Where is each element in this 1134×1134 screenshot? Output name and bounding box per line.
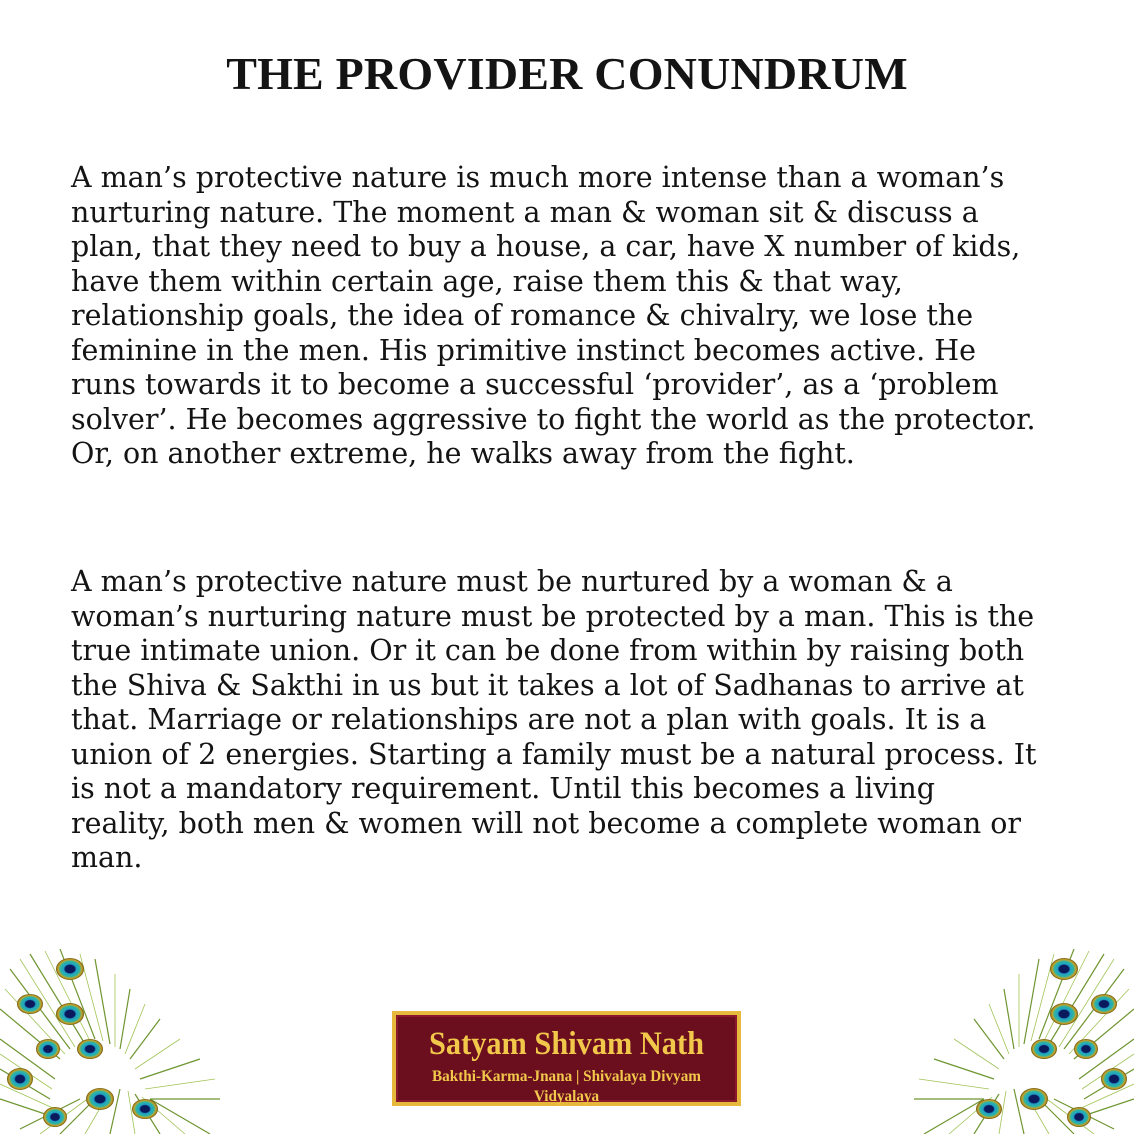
paragraph-line: true intimate union. Or it can be done from within by raising both [71, 634, 1025, 667]
paragraph-1 [71, 161, 1071, 472]
paragraph-line: union of 2 energies. Starting a family must be a natural process. It [71, 737, 1037, 771]
page-title: THE PROVIDER CONUNDRUM [226, 48, 908, 99]
paragraph-line: plan, that they need to buy a house, a car, have X number of kids, [71, 230, 1021, 263]
paragraph-line: man. [71, 841, 143, 874]
paragraph-line: have them within certain age, raise them this & that way, [71, 264, 903, 298]
brand-logo [392, 1011, 741, 1106]
peacock-feather-icon [904, 949, 1134, 1134]
paragraph-line: is not a mandatory requirement. Until this becomes a living [71, 772, 936, 805]
paragraph-line: reality, both men & women will not become a complete woman or [71, 806, 1022, 840]
paragraph-line: A man’s protective nature must be nurtured by a woman & a [71, 565, 953, 598]
logo-name: Satyam Shivam Nath [429, 1026, 704, 1062]
paragraph-line: solver’. He becomes aggressive to fight the world as the protector. [71, 402, 1036, 436]
paragraph-line: woman’s nurturing nature must be protected by a man. This is the [71, 599, 1035, 633]
logo-tagline: Bakthi-Karma-Jnana | Shivalaya Divyam Vidyalaya [432, 1068, 701, 1105]
paragraph-line: relationship goals, the idea of romance & chivalry, we lose the [71, 299, 974, 332]
paragraph-line: runs towards it to become a successful ‘provider’, as a ‘problem [71, 368, 999, 401]
paragraph-line: the Shiva & Sakthi in us but it takes a lot of Sadhanas to arrive at [71, 668, 1024, 702]
paragraph-line: A man’s protective nature is much more intense than a woman’s [71, 161, 1005, 194]
paragraph-line: nurturing nature. The moment a man & woman sit & discuss a [71, 195, 979, 229]
paragraph-2 [71, 565, 1071, 876]
paragraph-line: Or, on another extreme, he walks away from the fight. [71, 437, 855, 470]
peacock-feather-icon [0, 949, 230, 1134]
paragraph-line: feminine in the men. His primitive instinct becomes active. He [71, 333, 976, 367]
paragraph-line: that. Marriage or relationships are not a plan with goals. It is a [71, 703, 987, 736]
